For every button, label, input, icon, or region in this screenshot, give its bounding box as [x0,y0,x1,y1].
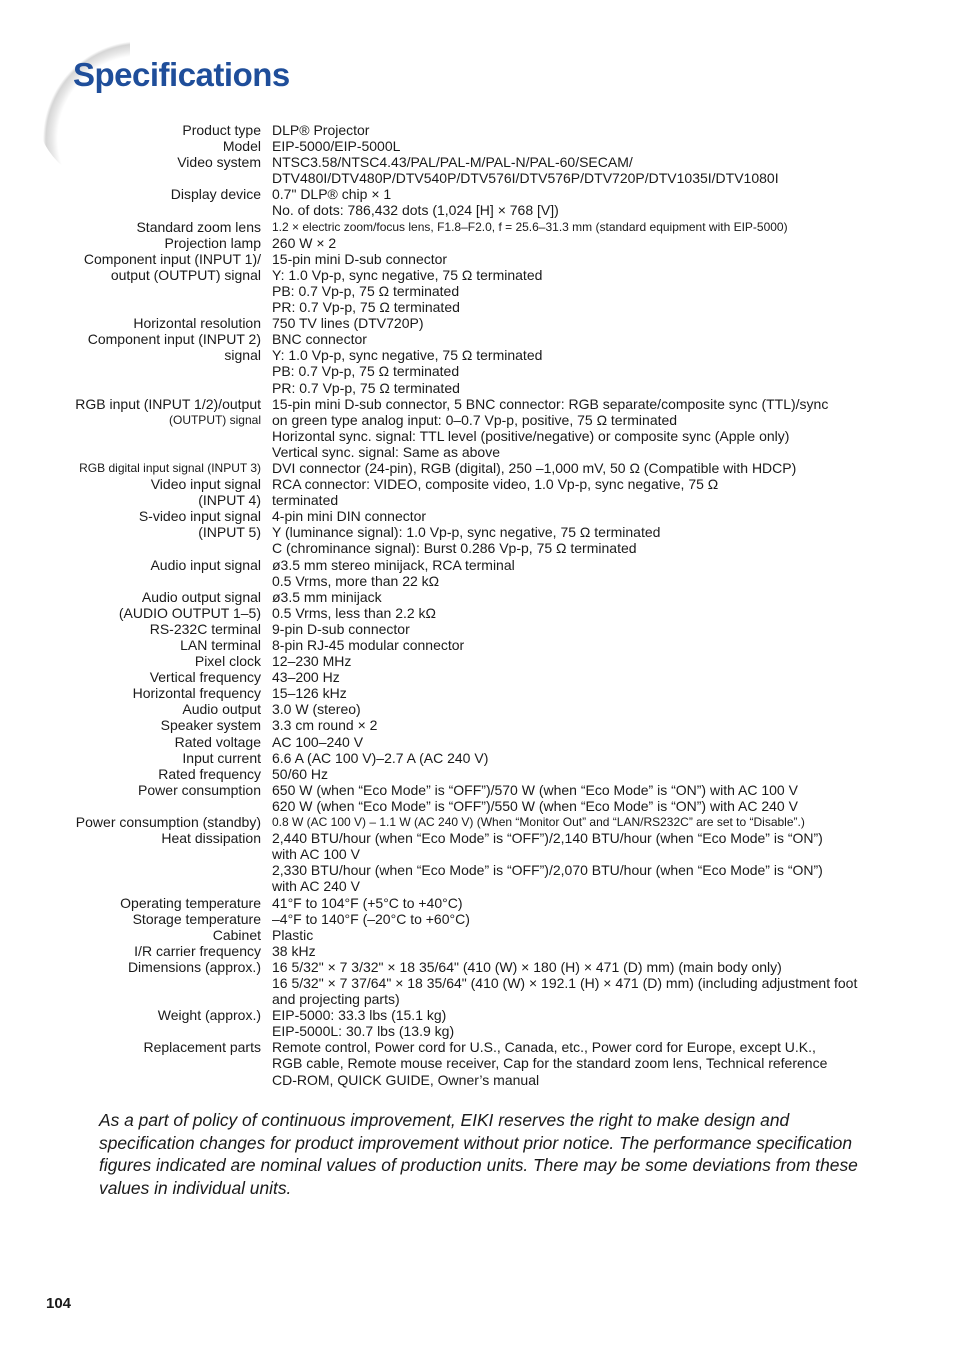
spec-value [272,814,882,830]
spec-label: Video system [177,154,261,171]
spec-table [0,122,954,1088]
spec-label: Storage temperature [132,910,261,927]
spec-value [272,669,882,685]
spec-row [0,331,954,347]
spec-value [272,605,882,621]
spec-row [0,943,954,959]
spec-row [0,412,954,460]
spec-row [0,701,954,717]
spec-value [272,1039,882,1087]
spec-row [0,1007,954,1039]
spec-value-line: 4-pin mini DIN connector [272,508,427,525]
spec-row [0,315,954,331]
spec-value-line: 3.0 W (stereo) [272,701,361,718]
spec-value [272,267,882,315]
spec-value-line: RGB cable, Remote mouse receiver, Cap for the standard zoom lens, Technical reference [272,1055,828,1072]
spec-value-line: C (chrominance signal): Burst 0.286 Vp-p, 75 Ω terminated [272,540,637,557]
spec-label: (INPUT 4) [198,492,261,509]
spec-label: Component input (INPUT 1)/ [83,250,261,267]
spec-label: RGB digital input signal (INPUT 3) [79,460,261,475]
spec-value-line: Remote control, Power cord for U.S., Canada, etc., Power cord for Europe, except U.K., [272,1039,816,1056]
spec-value-line: and projecting parts) [272,991,400,1008]
spec-label: Replacement parts [143,1039,261,1056]
spec-row [0,911,954,927]
spec-value-line: 12–230 MHz [272,653,352,670]
spec-value-line: 650 W (when “Eco Mode” is “OFF”)/570 W (when “Eco Mode” is “ON”) with AC 100 V [272,781,798,798]
spec-label: Component input (INPUT 2) [87,331,261,348]
spec-value-line: BNC connector [272,331,367,348]
spec-label: Horizontal frequency [132,685,261,702]
spec-value [272,219,882,235]
spec-value-line: 6.6 A (AC 100 V)–2.7 A (AC 240 V) [272,749,489,766]
spec-value-line: EIP-5000: 33.3 lbs (15.1 kg) [272,1007,447,1024]
spec-value-line: NTSC3.58/NTSC4.43/PAL/PAL-M/PAL-N/PAL-60/SECAM/ [272,154,633,171]
spec-value-line: DTV480I/DTV480P/DTV540P/DTV576I/DTV576P/DTV720P/DTV1035I/DTV1080I [272,170,779,187]
spec-row [0,766,954,782]
spec-row [0,235,954,251]
spec-row [0,605,954,621]
spec-value [272,460,882,476]
page-number: 104 [46,1295,72,1312]
spec-row [0,750,954,766]
spec-row [0,734,954,750]
disclaimer-note: As a part of policy of continuous improvement, EIKI reserves the right to make design and specification changes for product improvement without prior notice. The performance specification figures indicated are nominal values of production units. There may be some deviations from these values in individual units. [99,1110,858,1198]
spec-value-line: 620 W (when “Eco Mode” is “OFF”)/550 W (when “Eco Mode” is “ON”) with AC 240 V [272,797,798,814]
spec-row [0,524,954,556]
spec-value-line: 8-pin RJ-45 modular connector [272,637,465,653]
spec-value [272,1007,882,1039]
spec-value-line: PR: 0.7 Vp-p, 75 Ω terminated [272,299,460,316]
spec-row [0,396,954,412]
spec-value [272,621,882,637]
spec-row [0,621,954,637]
spec-label: (INPUT 5) [198,524,261,541]
spec-label: Cabinet [212,926,261,943]
spec-value-line: 43–200 Hz [272,669,340,686]
spec-value [272,927,882,943]
spec-value-line: 41°F to 104°F (+5°C to +40°C) [272,894,463,911]
spec-value [272,750,882,766]
spec-value-line: ø3.5 mm minijack [272,588,382,605]
spec-value [272,766,882,782]
spec-label: Rated voltage [174,733,261,750]
spec-value [272,508,882,524]
spec-label: Power consumption [138,781,261,798]
spec-row [0,138,954,154]
spec-label: I/R carrier frequency [134,942,261,959]
spec-label: Speaker system [160,717,261,734]
spec-value-line: –4°F to 140°F (–20°C to +60°C) [272,910,470,927]
spec-row [0,476,954,492]
spec-row [0,492,954,508]
spec-label: Audio output signal [141,588,261,605]
spec-value-line: Y (luminance signal): 1.0 Vp-p, sync negative, 75 Ω terminated [272,524,661,541]
spec-value [272,138,882,154]
spec-row [0,122,954,138]
spec-value-line: CD-ROM, QUICK GUIDE, Owner’s manual [272,1071,540,1088]
spec-value [272,396,882,412]
spec-row [0,557,954,589]
spec-label: Standard zoom lens [136,218,261,235]
spec-row [0,154,954,186]
spec-label: Input current [182,749,261,766]
spec-label: Product type [182,122,261,138]
spec-value-line: 0.5 Vrms, less than 2.2 kΩ [272,604,437,621]
spec-value-line: 50/60 Hz [272,765,329,782]
spec-label: Operating temperature [120,894,261,911]
spec-value [272,412,882,460]
spec-row [0,267,954,315]
spec-label: Horizontal resolution [133,315,261,332]
spec-row [0,782,954,814]
spec-value-line: 2,440 BTU/hour (when “Eco Mode” is “OFF”)/2,140 BTU/hour (when “Eco Mode” is “ON”) [272,830,823,847]
spec-row [0,589,954,605]
spec-row [0,219,954,235]
spec-label: Power consumption (standby) [75,814,261,831]
spec-value-line: 9-pin D-sub connector [272,620,410,637]
spec-label: Pixel clock [194,653,261,670]
spec-value-line: EIP-5000/EIP-5000L [272,138,401,155]
spec-label: RGB input (INPUT 1/2)/output [75,395,261,412]
spec-value-line: 0.5 Vrms, more than 22 kΩ [272,572,440,589]
spec-row [0,895,954,911]
spec-value [272,315,882,331]
spec-row [0,251,954,267]
spec-value-line: Y: 1.0 Vp-p, sync negative, 75 Ω terminated [272,347,543,364]
spec-value-line: 2,330 BTU/hour (when “Eco Mode” is “OFF”)/2,070 BTU/hour (when “Eco Mode” is “ON”) [272,862,823,879]
spec-value [272,557,882,589]
spec-row [0,830,954,894]
spec-value-line: 15-pin mini D-sub connector, 5 BNC connector: RGB separate/composite sync (TTL)/sync [272,395,829,412]
spec-value [272,959,882,1007]
spec-value [272,154,882,186]
spec-label: LAN terminal [180,637,261,653]
spec-value-line: 0.8 W (AC 100 V) – 1.1 W (AC 240 V) (When “Monitor Out” and “LAN/RS232C” are set to “Disable”.) [272,815,805,830]
spec-row [0,685,954,701]
spec-label: RS-232C terminal [149,620,261,637]
spec-label: Audio output [182,701,261,718]
spec-label: Video input signal [150,476,261,493]
spec-row [0,927,954,943]
spec-value [272,637,882,653]
spec-value-line: 16 5/32" × 7 3/32" × 18 35/64" (410 (W) × 180 (H) × 471 (D) mm) (main body only) [272,958,782,975]
spec-row [0,460,954,476]
spec-value-line: AC 100–240 V [272,733,364,750]
spec-value-line: DLP® Projector [272,122,370,138]
spec-value-line: 38 kHz [272,942,316,959]
spec-value-line: RCA connector: VIDEO, composite video, 1.0 Vp-p, sync negative, 75 Ω [272,476,719,493]
spec-value-line: 3.3 cm round × 2 [272,717,378,734]
spec-value [272,653,882,669]
spec-label: Audio input signal [150,556,261,573]
spec-label: Projection lamp [164,234,261,251]
spec-label: Weight (approx.) [157,1007,261,1024]
spec-value [272,685,882,701]
spec-row [0,508,954,524]
spec-value [272,492,882,508]
spec-row [0,653,954,669]
spec-value [272,122,882,138]
spec-label: Display device [170,186,261,203]
spec-value-line: Y: 1.0 Vp-p, sync negative, 75 Ω terminated [272,266,543,283]
spec-row [0,717,954,733]
spec-value [272,251,882,267]
spec-value-line: ø3.5 mm stereo minijack, RCA terminal [272,556,515,573]
spec-label: signal [224,347,261,364]
spec-value-line: on green type analog input: 0–0.7 Vp-p, positive, 75 Ω terminated [272,411,678,428]
spec-row [0,959,954,1007]
spec-value-line: 0.7" DLP® chip × 1 [272,186,392,203]
spec-value [272,734,882,750]
spec-row [0,347,954,395]
spec-value [272,701,882,717]
spec-value-line: No. of dots: 786,432 dots (1,024 [H] × 768 [V]) [272,202,559,219]
spec-value [272,830,882,894]
spec-value-line: PR: 0.7 Vp-p, 75 Ω terminated [272,379,460,396]
spec-row [0,814,954,830]
spec-label: Rated frequency [158,765,261,782]
spec-row [0,637,954,653]
spec-value [272,911,882,927]
spec-value [272,476,882,492]
spec-value-line: 16 5/32" × 7 37/64" × 18 35/64" (410 (W) × 192.1 (H) × 471 (D) mm) (including adjustment foot [272,974,858,991]
spec-value-line: Plastic [272,926,314,943]
spec-value-line: with AC 100 V [272,846,360,863]
spec-label: Model [222,138,261,155]
spec-value-line: 15–126 kHz [272,685,347,702]
spec-value-line: with AC 240 V [272,878,360,895]
spec-value-line: Vertical sync. signal: Same as above [272,443,501,460]
spec-row [0,1039,954,1087]
spec-row [0,669,954,685]
spec-value [272,895,882,911]
spec-value [272,524,882,556]
spec-value [272,347,882,395]
spec-value [272,235,882,251]
spec-value [272,186,882,218]
spec-value-line: DVI connector (24-pin), RGB (digital), 250 –1,000 mV, 50 Ω (Compatible with HDCP) [272,459,797,476]
spec-value [272,331,882,347]
spec-value-line: 15-pin mini D-sub connector [272,250,448,267]
page-title: Specifications [73,56,290,93]
spec-value-line: terminated [272,492,339,509]
spec-value-line: PB: 0.7 Vp-p, 75 Ω terminated [272,282,460,299]
spec-value-line: Horizontal sync. signal: TTL level (positive/negative) or composite sync (Apple only) [272,427,790,444]
spec-label: Dimensions (approx.) [127,958,261,975]
spec-label: (OUTPUT) signal [168,412,261,427]
spec-row [0,186,954,218]
spec-label: Heat dissipation [161,830,261,847]
spec-label: S-video input signal [138,508,261,525]
spec-value-line: PB: 0.7 Vp-p, 75 Ω terminated [272,363,460,380]
spec-value-line: 1.2 × electric zoom/focus lens, F1.8–F2.0, f = 25.6–31.3 mm (standard equipment with EIP-5000) [272,219,788,234]
spec-value [272,589,882,605]
spec-label: (AUDIO OUTPUT 1–5) [118,604,261,621]
spec-label: output (OUTPUT) signal [110,266,261,283]
spec-value-line: 260 W × 2 [272,234,337,251]
spec-value-line: EIP-5000L: 30.7 lbs (13.9 kg) [272,1023,455,1040]
spec-label: Vertical frequency [149,669,261,686]
spec-value [272,782,882,814]
spec-value [272,943,882,959]
spec-value [272,717,882,733]
spec-value-line: 750 TV lines (DTV720P) [272,315,424,332]
